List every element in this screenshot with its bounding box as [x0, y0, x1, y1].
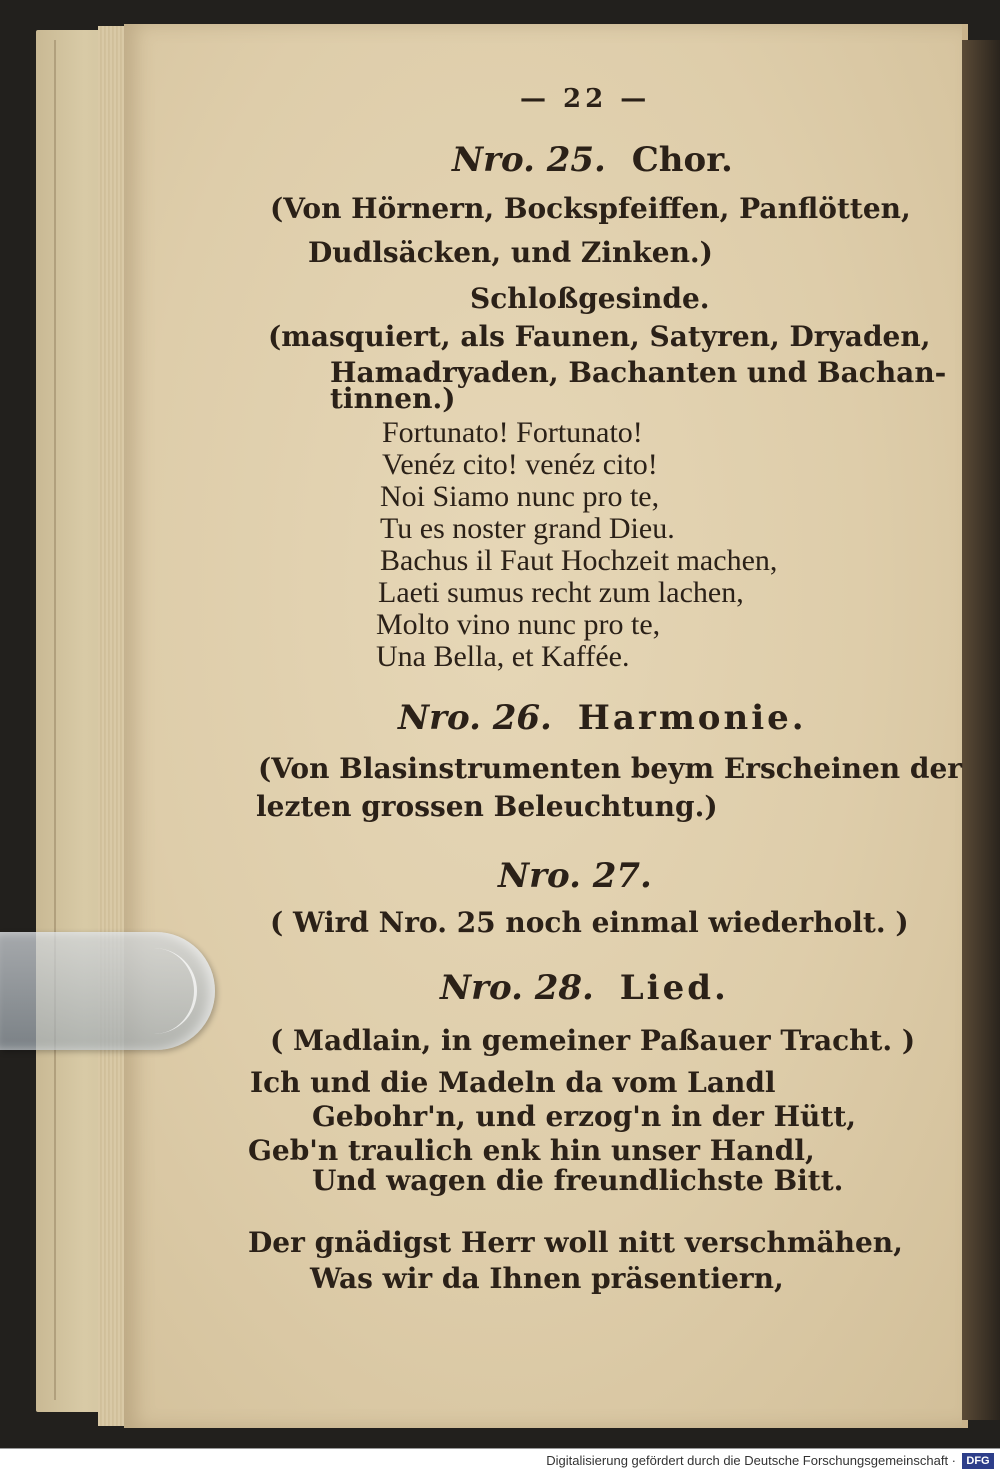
note-line: (Von Blasinstrumenten beym Erscheinen der: [258, 752, 963, 785]
heading-title: Chor.: [631, 140, 733, 180]
verse-line: Molto vino nunc pro te,: [376, 608, 661, 641]
verse-line: Noi Siamo nunc pro te,: [380, 480, 660, 513]
page-clip: [0, 932, 215, 1050]
verse-line: Gebohr'n, und erzog'n in der Hütt,: [312, 1100, 857, 1133]
verse-line: Fortunato! Fortunato!: [382, 416, 643, 449]
verse-line: Bachus il Faut Hochzeit machen,: [380, 544, 778, 577]
heading-number: Nro. 28.: [440, 968, 594, 1008]
verse-line: Laeti sumus recht zum lachen,: [378, 576, 744, 609]
section-heading-27: [498, 856, 652, 896]
heading-number: Nro. 27.: [498, 856, 652, 896]
verse-line: Venéz cito! venéz cito!: [382, 448, 658, 481]
dfg-logo-icon: DFG: [962, 1453, 994, 1469]
heading-title: Lied.: [619, 968, 729, 1008]
subheading: Schloßgesinde.: [470, 282, 710, 315]
section-heading-28: [440, 968, 729, 1008]
note-line: Hamadryaden, Bachanten und Bachan-: [330, 356, 947, 389]
note-line: lezten grossen Beleuchtung.): [256, 790, 718, 823]
verse-line: Una Bella, et Kaffée.: [376, 640, 630, 673]
heading-number: Nro. 26.: [398, 698, 552, 738]
verse-line: Geb'n traulich enk hin unser Handl,: [248, 1134, 815, 1167]
heading-title: Harmonie.: [577, 698, 807, 738]
verse-line: Was wir da Ihnen präsentiern,: [310, 1262, 784, 1295]
note-line: tinnen.): [330, 382, 456, 415]
note-line: ( Wird Nro. 25 noch einmal wiederholt. ): [270, 906, 909, 939]
verse-line: Der gnädigst Herr woll nitt verschmähen,: [248, 1226, 903, 1259]
note-line: (Von Hörnern, Bockspfeiffen, Panflötten,: [270, 192, 911, 225]
verse-line: Und wagen die freundlichste Bitt.: [312, 1164, 844, 1197]
section-heading-26: [398, 698, 807, 738]
page-number: — 22 —: [520, 84, 651, 114]
note-line: ( Madlain, in gemeiner Paßauer Tracht. ): [270, 1024, 916, 1057]
note-line: Dudlsäcken, und Zinken.): [308, 236, 713, 269]
verse-line: Tu es noster grand Dieu.: [380, 512, 675, 545]
note-line: (masquiert, als Faunen, Satyren, Dryaden,: [268, 320, 931, 353]
book-cover-edge: [962, 40, 1000, 1420]
footer-text: Digitalisierung gefördert durch die Deutsche Forschungsgemeinschaft ·: [546, 1453, 956, 1468]
verse-line: Ich und die Madeln da vom Landl: [250, 1066, 776, 1099]
section-heading-25: [452, 140, 733, 180]
heading-number: Nro. 25.: [452, 140, 606, 180]
footer-bar: [0, 1448, 1000, 1474]
